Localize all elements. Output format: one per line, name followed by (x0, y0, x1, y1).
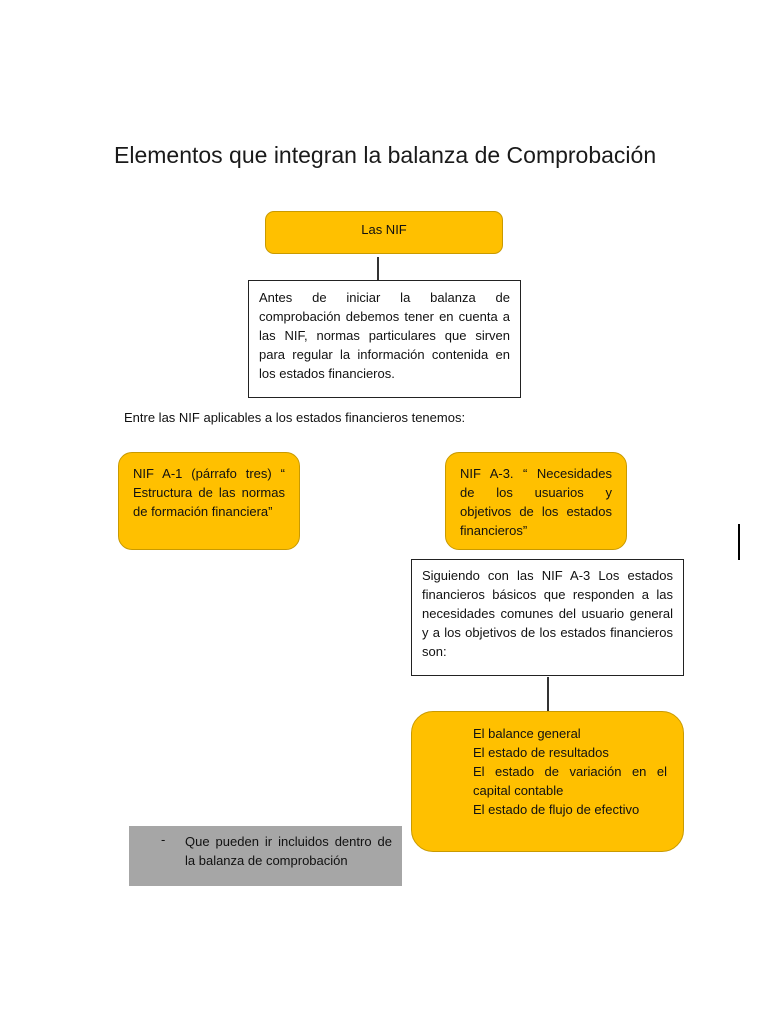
intro-text-box: Antes de iniciar la balanza de comprobación debemos tener en cuenta a las NIF, normas particulares que sirven para regular la información contenida en los estados financieros. (248, 280, 521, 398)
connector-line (547, 677, 549, 711)
page-title: Elementos que integran la balanza de Comprobación (114, 142, 657, 168)
financial-statements-box (411, 711, 684, 852)
statement-item: El balance general (473, 726, 581, 741)
nif-header-label: Las NIF (361, 222, 407, 237)
nif-header-box (265, 211, 503, 254)
note-bullet: - (161, 832, 166, 847)
cursor-mark (738, 524, 740, 560)
statement-item: El estado de variación en el capital contable (473, 764, 667, 798)
nif-a1-box: NIF A-1 (párrafo tres) “ Estructura de las normas de formación financiera” (118, 452, 300, 550)
list-intro-text: Entre las NIF aplicables a los estados financieros tenemos: (124, 410, 466, 425)
nif-a3-box: NIF A-3. “ Necesidades de los usuarios y objetivos de los estados financieros” (445, 452, 627, 550)
connector-line (377, 257, 379, 281)
statement-item: El estado de flujo de efectivo (473, 802, 640, 817)
note-box (129, 826, 402, 886)
note-text: Que pueden ir incluidos dentro de la balanza de comprobación (185, 834, 392, 868)
nif-a3-detail-box: Siguiendo con las NIF A-3 Los estados financieros básicos que responden a las necesidades comunes del usuario general y a los objetivos de los estados financieros son: (411, 559, 684, 676)
statement-item: El estado de resultados (473, 745, 609, 760)
